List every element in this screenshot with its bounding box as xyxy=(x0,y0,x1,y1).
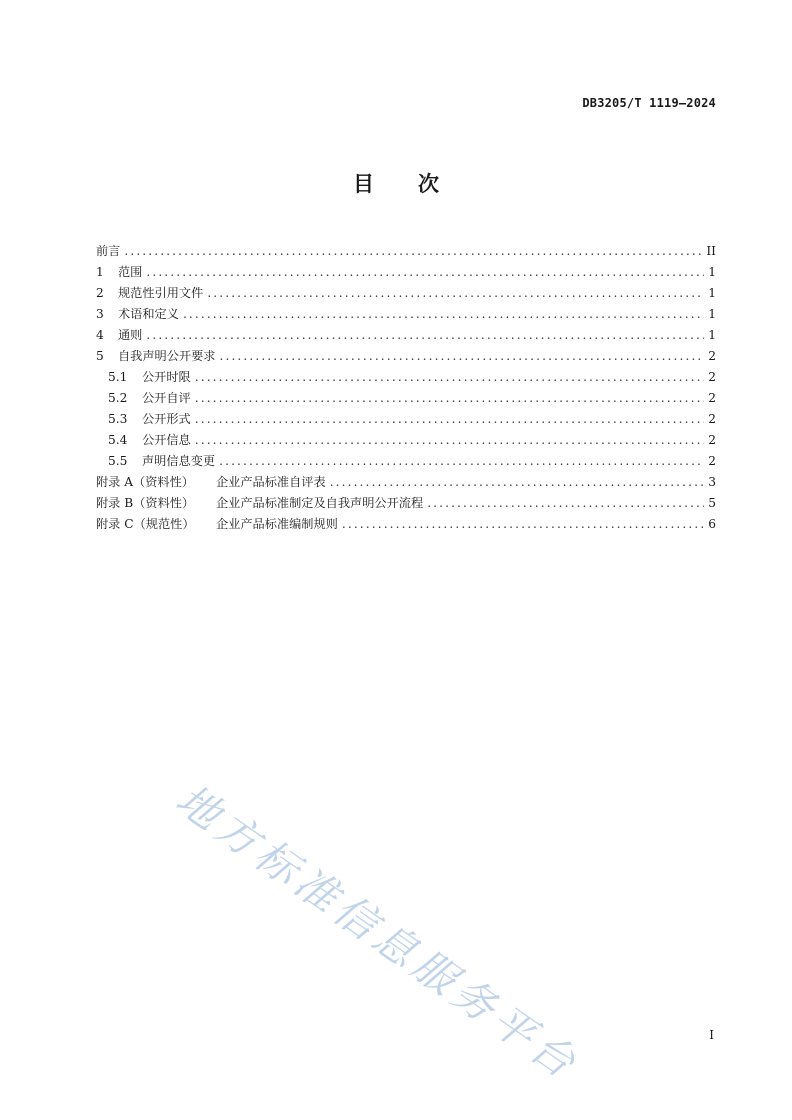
toc-page-number: II xyxy=(706,244,716,258)
toc-entry-5-5[interactable] xyxy=(96,451,716,472)
toc-leader-dots xyxy=(195,430,704,451)
toc-entry-label: 企业产品标准制定及自我声明公开流程 xyxy=(216,496,424,510)
toc-page-number: 2 xyxy=(708,349,716,363)
toc-entry-number: 5.2 xyxy=(108,391,128,405)
toc-entry-label: 声明信息变更 xyxy=(142,454,216,468)
toc-entry-number: 1 xyxy=(96,265,104,279)
toc-entry-number: 3 xyxy=(96,307,104,321)
toc-entry-appendix-a[interactable] xyxy=(96,472,716,493)
toc-entry-number: 5 xyxy=(96,349,104,363)
toc-page-number: 2 xyxy=(708,412,716,426)
toc-title-char-1: 目 xyxy=(353,172,374,196)
toc-title-char-2: 次 xyxy=(418,172,439,196)
toc-appendix-tag: 附录 C（规范性） xyxy=(96,517,195,531)
toc-page-number: 3 xyxy=(708,475,716,489)
toc-entry-foreword[interactable] xyxy=(96,241,716,262)
toc-entry-label: 公开自评 xyxy=(142,391,191,405)
toc-leader-dots xyxy=(195,409,704,430)
toc-entry-number: 5.4 xyxy=(108,433,128,447)
toc-leader-dots xyxy=(146,325,704,346)
toc-entry-label: 企业产品标准编制规则 xyxy=(216,517,338,531)
toc-leader-dots xyxy=(220,346,705,367)
toc-page-number: 5 xyxy=(708,496,716,510)
toc-entry-label: 通则 xyxy=(118,328,143,342)
toc-page-number: 2 xyxy=(708,370,716,384)
document-code: DB3205/T 1119—2024 xyxy=(582,96,716,110)
toc-leader-dots xyxy=(330,472,704,493)
toc-leader-dots xyxy=(183,304,704,325)
toc-page-number: 1 xyxy=(708,286,716,300)
toc-entry-appendix-b[interactable] xyxy=(96,493,716,514)
toc-entry-5-4[interactable] xyxy=(96,430,716,451)
toc-entry-5-2[interactable] xyxy=(96,388,716,409)
toc-page-number: 2 xyxy=(708,433,716,447)
watermark: 地方标准信息服务平台 xyxy=(167,774,589,1091)
toc-entry-label: 企业产品标准自评表 xyxy=(216,475,326,489)
toc-entry-label: 范围 xyxy=(118,265,143,279)
toc-entry-5-3[interactable] xyxy=(96,409,716,430)
toc-page-number: 1 xyxy=(708,328,716,342)
toc-entry-number: 5.1 xyxy=(108,370,128,384)
toc-entry-number: 2 xyxy=(96,286,104,300)
toc-entry-3[interactable] xyxy=(96,304,716,325)
toc-entry-label: 公开信息 xyxy=(142,433,191,447)
toc-page-number: 1 xyxy=(708,307,716,321)
toc-title xyxy=(0,168,792,198)
toc-entry-5-1[interactable] xyxy=(96,367,716,388)
toc-leader-dots xyxy=(427,493,704,514)
toc-leader-dots xyxy=(342,514,704,535)
toc-entry-number: 5.5 xyxy=(108,454,128,468)
toc-leader-dots xyxy=(207,283,704,304)
toc-entry-number: 5.3 xyxy=(108,412,128,426)
toc-leader-dots xyxy=(219,451,704,472)
toc-entry-number: 4 xyxy=(96,328,104,342)
toc-entry-label: 规范性引用文件 xyxy=(118,286,204,300)
page-number: I xyxy=(709,1028,714,1042)
toc-entry-2[interactable] xyxy=(96,283,716,304)
toc-page-number: 2 xyxy=(708,391,716,405)
toc-entry-5[interactable] xyxy=(96,346,716,367)
toc-leader-dots xyxy=(195,388,704,409)
toc-appendix-tag: 附录 A（资料性） xyxy=(96,475,194,489)
toc-entry-label: 术语和定义 xyxy=(118,307,179,321)
toc-appendix-tag: 附录 B（资料性） xyxy=(96,496,195,510)
toc-leader-dots xyxy=(146,262,704,283)
table-of-contents xyxy=(96,241,716,535)
toc-page-number: 6 xyxy=(708,517,716,531)
toc-entry-1[interactable] xyxy=(96,262,716,283)
toc-entry-label: 前言 xyxy=(96,244,121,258)
toc-entry-appendix-c[interactable] xyxy=(96,514,716,535)
toc-entry-label: 自我声明公开要求 xyxy=(118,349,216,363)
toc-page-number: 1 xyxy=(708,265,716,279)
toc-entry-label: 公开形式 xyxy=(142,412,191,426)
toc-leader-dots xyxy=(195,367,704,388)
toc-leader-dots xyxy=(124,241,702,262)
toc-entry-4[interactable] xyxy=(96,325,716,346)
toc-page-number: 2 xyxy=(708,454,716,468)
toc-entry-label: 公开时限 xyxy=(142,370,191,384)
